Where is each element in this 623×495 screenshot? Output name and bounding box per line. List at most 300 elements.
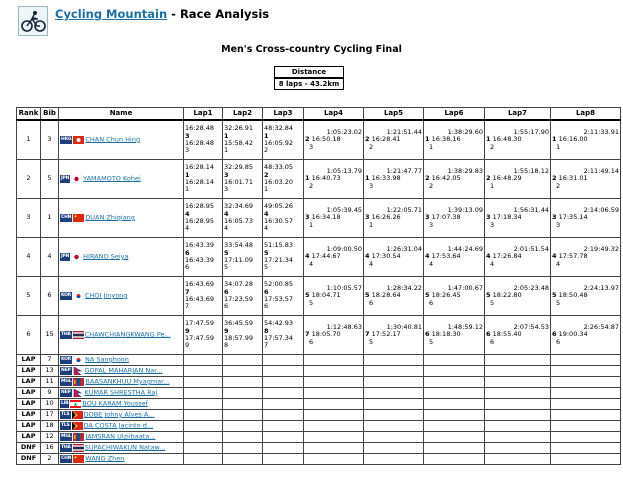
lap-split-line [486,175,549,182]
lap-split-line [425,214,483,221]
rank-cell: 6 [17,316,41,355]
lap-total-time: 1:12:48.63 [326,322,362,331]
country-code: KOR [61,356,71,362]
athlete-cell [59,277,184,316]
lap-split-rank: 7 [185,302,190,311]
country-code: TLS [61,422,70,428]
lap-cell [184,160,223,199]
athlete-cell [59,160,184,199]
lap-total-time: 2:19:49.32 [583,244,619,253]
table-row [17,160,621,199]
lap-split-time: 18:22.80 [490,291,522,300]
lap-split-time: 16:40.73 [309,174,341,183]
lap-split-rank: 4 [224,224,229,233]
lap-cell [223,443,263,454]
lap-cell [263,366,304,377]
col-name: Name [59,108,184,121]
lap-split-line [365,175,422,182]
lap-position: 7 [185,287,190,296]
rank-cell: 4 [17,238,41,277]
lap-position: 1 [305,174,310,183]
lap-cell [424,277,485,316]
col-lap8: Lap8 [551,108,621,121]
lap-split-rank: 1 [556,142,561,151]
athlete-name-link[interactable]: WANG Zhen [85,454,125,463]
lap-split-time: 16:34.18 [309,213,341,222]
lap-cell [184,120,223,160]
lap-split-line [365,253,422,260]
lap-cell [551,316,621,355]
lap-split-time: 17:35.14 [556,213,588,222]
lap-split-rank: 2 [264,146,269,155]
athlete-name-link[interactable]: DA COSTA Jacinto d... [83,421,154,430]
country-code: MGL [61,378,72,384]
athlete-name-link[interactable]: HIRANO Seiya [83,252,129,261]
lap-split-time: 17:57.34 [264,334,294,342]
table-row [17,443,621,454]
lap-total-time: 33:54.48 [224,241,254,250]
athlete-name-link[interactable]: JAMSRAN Ulziibaata... [85,432,156,441]
table-row [17,120,621,160]
lap-split-rank: 1 [490,181,495,190]
athlete-cell [59,421,184,432]
lap-cell [485,120,551,160]
athlete-cell [59,316,184,355]
lap-cell [551,199,621,238]
lap-cell [551,366,621,377]
athlete-name-link[interactable]: CHOI Jinyong [84,291,128,300]
lap-cell [184,277,223,316]
lap-cell [223,199,263,238]
lap-split-time: 18:28.64 [369,291,401,300]
rank-cell: LAP [17,399,41,410]
lap-position: 4 [264,209,269,218]
rank-cell: LAP [17,355,41,366]
lap-cell [551,120,621,160]
lap-total-time: 34:07.28 [224,280,254,289]
lap-split-rank: 6 [309,337,314,346]
lap-total-time: 2:26:54.87 [583,322,619,331]
lap-cell [223,366,263,377]
lap-split-rank: 5 [369,337,374,346]
athlete-name-link[interactable]: NA Sanghoon [84,355,129,364]
lap-cell [184,410,223,421]
lap-cell [364,432,424,443]
lap-cell [263,410,304,421]
lap-split-time: 16:16.00 [556,135,588,144]
mgl-flag-icon [73,378,84,386]
lap-cell [304,355,364,366]
lap-position: 1 [425,135,430,144]
lap-split-time: 16:43.39 [185,256,215,264]
athlete-cell [59,366,184,377]
lap-split-time: 16:03.20 [264,178,294,186]
lap-position: 1 [264,131,269,140]
lap-position: 5 [425,291,430,300]
table-row [17,399,621,410]
lap-split-rank: 5 [224,263,229,272]
lap-cell [551,399,621,410]
nep-flag-icon [73,367,84,375]
country-code: MGL [61,433,72,439]
lap-total-time: 16:28.14 [185,163,215,172]
lap-total-time: 1:05:23.02 [326,127,362,136]
lap-cell [304,199,364,238]
lap-cell [364,160,424,199]
lap-cell [364,377,424,388]
lap-total-time: 2:07:54.53 [513,322,549,331]
col-lap5: Lap5 [364,108,424,121]
bib-cell: 3 [41,120,59,160]
lap-split-time: 17:57.78 [556,252,588,261]
lap-total-time: 1:21:47.77 [386,166,422,175]
lap-split-time: 17:53.64 [429,252,461,261]
bib-cell: 18 [41,421,59,432]
lap-total-time: 1:30:40.81 [386,322,422,331]
kor-flag-icon [73,292,84,300]
lap-cell [263,120,304,160]
athlete-cell [59,432,184,443]
country-code: NEP [61,367,71,373]
lap-split-time: 16:26.26 [369,213,401,222]
lap-cell [223,377,263,388]
nep-flag-icon [73,389,84,397]
lap-cell [485,399,551,410]
bib-cell: 10 [41,399,59,410]
lap-cell [364,355,424,366]
bib-cell: 7 [41,355,59,366]
lap-cell [263,377,304,388]
lap-position: 6 [264,287,269,296]
bib-cell: 4 [41,238,59,277]
lap-cell [184,377,223,388]
lap-split-line [486,253,549,260]
lap-cell [304,399,364,410]
lap-total-time: 2:11:49.14 [583,166,619,175]
lap-total-time: 1:55:17.90 [513,127,549,136]
table-row [17,355,621,366]
lap-cell [364,388,424,399]
lap-split-time: 18:18.30 [429,330,461,339]
lap-split-time: 17:47.59 [185,334,215,342]
lap-cell [184,454,223,465]
lap-cell [304,316,364,355]
lap-split-rank: 2 [369,142,374,151]
lap-cell [364,454,424,465]
lap-cell [223,410,263,421]
lap-split-time: 16:31.01 [556,174,588,183]
lap-split-rank: 1 [309,220,314,229]
lap-cell [223,160,263,199]
lap-split-line [552,253,619,260]
athlete-name-link[interactable]: BOU KARAM Youssef [82,399,148,408]
lap-split-rank: 2 [429,181,434,190]
lap-cell [364,443,424,454]
country-code: THA [61,444,71,450]
lap-split-rank: 9 [185,341,190,350]
lap-position: 5 [552,291,557,300]
bib-cell: 9 [41,388,59,399]
lap-split-time: 17:53.57 [264,295,294,303]
rank-cell: LAP [17,410,41,421]
lap-position: 4 [185,209,190,218]
col-rank: Rank [17,108,41,121]
athlete-cell [59,377,184,388]
lap-split-line [425,175,483,182]
lap-split-rank: 3 [556,220,561,229]
lap-split-time: 16:28.95 [185,217,215,225]
athlete-cell [59,410,184,421]
lap-split-rank: 8 [224,341,229,350]
lap-cell [304,388,364,399]
lap-cell [263,316,304,355]
lap-total-time: 2:11:33.91 [583,127,619,136]
country-code: JPN [61,253,70,259]
lap-split-rank: 2 [490,142,495,151]
lap-cell [263,432,304,443]
lap-split-time: 16:48.29 [490,174,522,183]
athlete-cell [59,399,184,410]
lap-position: 6 [486,330,491,339]
lap-cell [304,432,364,443]
lap-split-time: 17:18.34 [490,213,522,222]
lap-cell [551,377,621,388]
lap-split-line [305,331,362,338]
lap-cell [551,443,621,454]
lap-split-time: 17:44.67 [309,252,341,261]
lap-split-time: 16:50.18 [309,135,341,144]
lap-cell [364,238,424,277]
lap-cell [223,454,263,465]
lap-cell [485,377,551,388]
lap-split-time: 18:05.70 [309,330,341,339]
event-title: Men's Cross-country Cycling Final [221,44,402,55]
athlete-name-link[interactable]: CHAN Chun Hing [85,135,141,144]
lap-split-rank: 4 [556,259,561,268]
athlete-name-link[interactable]: DOBE Johny Alves A... [83,410,155,419]
lap-cell [485,388,551,399]
athlete-name-link[interactable]: SUPACHIWAKUN Nataw... [84,443,166,452]
lap-position: 5 [365,291,370,300]
lap-cell [364,199,424,238]
lap-position: 3 [305,213,310,222]
lap-position: 2 [552,174,557,183]
lap-cell [485,160,551,199]
header-row [17,108,621,121]
lap-total-time: 32:34.69 [224,202,254,211]
athlete-cell [59,443,184,454]
lap-total-time: 1:05:13.79 [326,166,362,175]
rank-cell: LAP [17,388,41,399]
lap-split-line [305,136,362,143]
lap-split-time: 17:21.34 [264,256,294,264]
athlete-name-link[interactable]: BAASANKHUU Myagmar... [85,377,170,386]
table-row [17,421,621,432]
bib-cell: 15 [41,316,59,355]
lap-split-line [305,292,362,299]
lap-cell [364,316,424,355]
col-lap7: Lap7 [485,108,551,121]
lap-cell [263,399,304,410]
title-suffix: - Race Analysis [167,7,270,21]
lap-cell [485,199,551,238]
athlete-name-link[interactable]: KUMAR SHRESTHA Raj [84,388,158,397]
lap-cell [364,410,424,421]
bib-cell: 11 [41,377,59,388]
lap-total-time: 16:28.48 [185,124,215,133]
lap-split-rank: 4 [490,259,495,268]
athlete-name-link[interactable]: DUAN Zhiqiang [85,213,135,222]
athlete-name-link[interactable]: CHAWCHIANGKWANG Pe... [84,330,171,339]
lap-cell [263,277,304,316]
lap-cell [485,432,551,443]
lap-position: 7 [305,330,310,339]
lap-cell [424,388,485,399]
country-code: THA [61,331,71,337]
lap-cell [223,399,263,410]
lap-cell [184,443,223,454]
lap-cell [263,238,304,277]
lap-total-time: 1:26:31.04 [386,244,422,253]
lap-split-line [486,136,549,143]
lap-cell [184,399,223,410]
lap-total-time: 48:32.84 [264,124,294,133]
lap-cell [263,355,304,366]
lap-split-line [365,136,422,143]
lap-total-time: 36:45.59 [224,319,254,328]
lap-cell [485,238,551,277]
lap-split-rank: 6 [490,337,495,346]
rank-cell: LAP [17,366,41,377]
lap-split-rank: 4 [429,259,434,268]
lap-total-time: 49:05.26 [264,202,294,211]
lap-position: 9 [185,326,190,335]
lap-position: 5 [264,248,269,257]
lap-split-time: 16:33.98 [369,174,401,183]
lap-cell [551,432,621,443]
lap-cell [223,238,263,277]
lap-split-rank: 6 [369,298,374,307]
lap-split-rank: 5 [556,298,561,307]
lap-cell [304,277,364,316]
lap-split-time: 18:26.45 [429,291,461,300]
lap-cell [424,399,485,410]
lap-split-rank: 3 [369,181,374,190]
country-code: JPN [61,175,70,181]
lap-cell [304,443,364,454]
lap-position: 1 [552,135,557,144]
lap-split-rank: 3 [224,185,229,194]
lap-cell [364,120,424,160]
rank-cell: 3 [17,199,41,238]
lap-cell [424,421,485,432]
lap-cell [304,377,364,388]
lap-position: 4 [552,252,557,261]
lap-split-rank: 4 [264,224,269,233]
lap-cell [304,366,364,377]
col-lap4: Lap4 [304,108,364,121]
athlete-cell [59,454,184,465]
lap-position: 4 [224,209,229,218]
lap-total-time: 1:38:29.83 [447,166,483,175]
table-row [17,388,621,399]
lap-position: 3 [552,213,557,222]
lap-cell [551,160,621,199]
lap-cell [485,355,551,366]
lap-split-time: 16:48.30 [490,135,522,144]
lap-cell [304,454,364,465]
athlete-name-link[interactable]: YAMAMOTO Kohei [83,174,141,183]
lap-cell [551,388,621,399]
lap-cell [223,120,263,160]
lap-position: 4 [365,252,370,261]
lap-cell [304,410,364,421]
lap-cell [184,432,223,443]
athlete-cell [59,355,184,366]
lap-split-time: 17:07.38 [429,213,461,222]
lap-position: 1 [224,131,229,140]
lap-cell [184,355,223,366]
lap-total-time: 1:48:59.12 [447,322,483,331]
lap-cell [304,120,364,160]
lap-cell [263,199,304,238]
lap-split-line [552,214,619,221]
rank-cell: DNF [17,454,41,465]
lap-split-rank: 4 [185,224,190,233]
lap-split-time: 17:11.09 [224,256,254,264]
lap-cell [551,454,621,465]
lap-total-time: 1:21:51.44 [386,127,422,136]
lap-cell [184,199,223,238]
hkg-flag-icon [73,136,84,144]
lap-cell [424,377,485,388]
lap-cell [184,238,223,277]
lap-cell [184,366,223,377]
lap-cell [485,277,551,316]
lap-split-time: 18:04.71 [309,291,341,300]
results-table [16,107,621,465]
lap-total-time: 1:44:24.69 [447,244,483,253]
lap-split-line [486,331,549,338]
site-link[interactable]: Cycling Mountain [55,7,168,21]
tls-flag-icon [72,411,83,419]
lap-position: 3 [224,170,229,179]
bib-cell: 6 [41,277,59,316]
lap-split-line [365,292,422,299]
lap-position: 5 [305,291,310,300]
lap-total-time: 1:47:00.67 [447,283,483,292]
lap-position: 1 [365,174,370,183]
lap-position: 1 [185,170,190,179]
athlete-cell [59,120,184,160]
lap-position: 2 [425,174,430,183]
lap-total-time: 1:55:18.12 [513,166,549,175]
lap-position: 6 [224,287,229,296]
lap-position: 3 [185,131,190,140]
mgl-flag-icon [73,433,84,441]
athlete-name-link[interactable]: GOPAL MAHARJAN Nar... [84,366,163,375]
rank-cell: DNF [17,443,41,454]
lap-split-time: 16:28.41 [369,135,401,144]
lap-split-line [425,253,483,260]
lap-total-time: 16:43.69 [185,280,215,289]
country-code: KOR [61,292,71,298]
lap-cell [424,316,485,355]
lap-split-rank: 4 [309,259,314,268]
lap-split-rank: 6 [185,263,190,272]
page-title [55,7,269,21]
lap-cell [424,443,485,454]
